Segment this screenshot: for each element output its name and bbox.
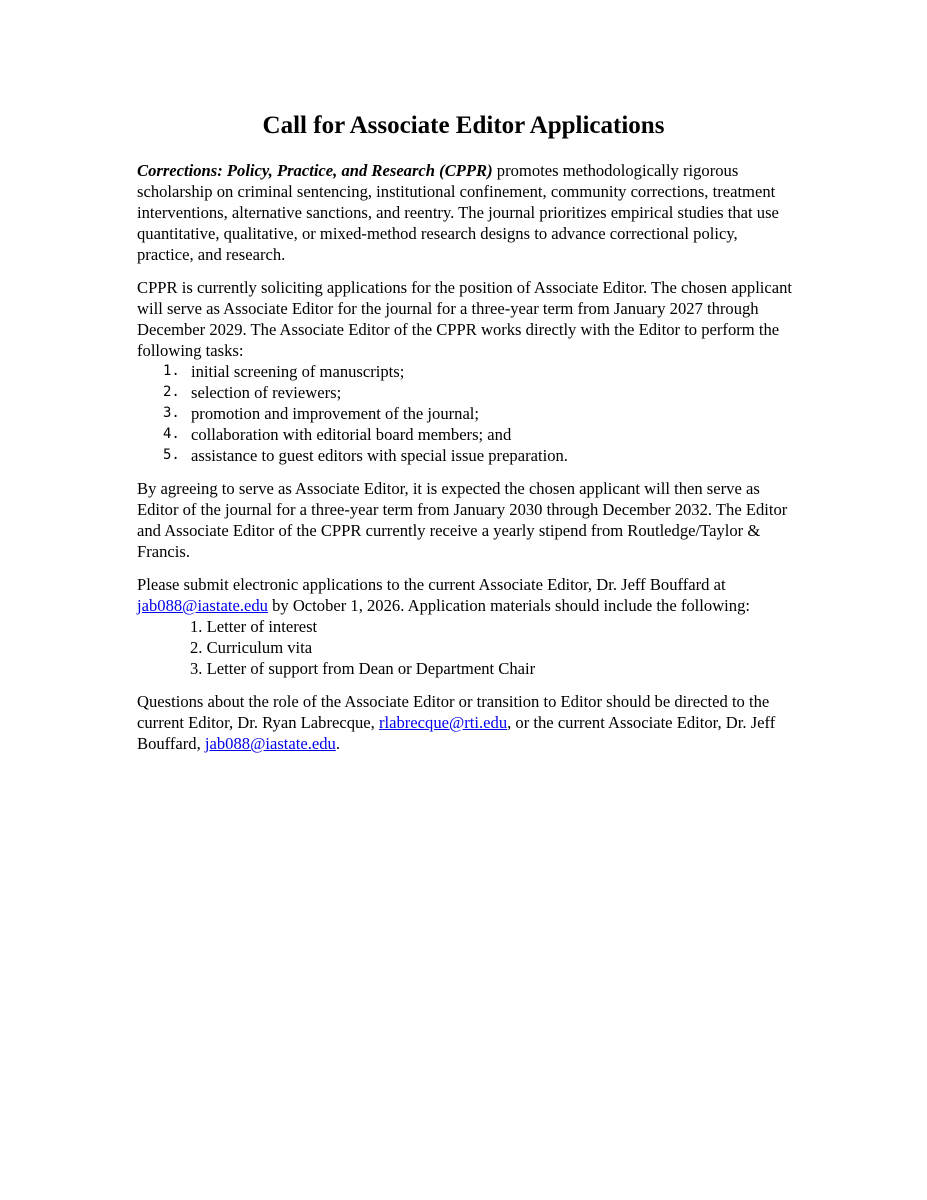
list-number: 4. (163, 426, 180, 442)
list-item (137, 424, 797, 445)
materials-list (137, 616, 797, 679)
submit-text-after: by October 1, 2026. Application materials should include the following: (267, 596, 750, 615)
questions-text-3: . (335, 734, 340, 753)
intro-paragraph (137, 160, 797, 265)
journal-name: Corrections: Policy, Practice, and Research (CPPR) (137, 161, 493, 180)
submit-paragraph (137, 574, 797, 616)
position-paragraph: CPPR is currently soliciting applications for the position of Associate Editor. The chosen applicant will serve as Associate Editor for the journal for a three-year term from January 2027 through December 2029. The Associate Editor of the CPPR works directly with the Editor to perform the following tasks: (137, 278, 793, 360)
intro-text: promotes methodologically rigorous scholarship on criminal sentencing, institutional confinement, community corrections, treatment interventions, alternative sanctions, and reentry. The journal prioritizes empirical studies that use quantitative, qualitative, or mixed-method research designs to advance correctional policy, practice, and research. (137, 161, 779, 264)
tasks-list (137, 361, 797, 466)
associate-editor-email-link-2[interactable]: jab088@iastate.edu (204, 734, 336, 753)
page-title: Call for Associate Editor Applications (262, 112, 665, 139)
list-item (137, 445, 797, 466)
list-number: 1. (163, 363, 180, 379)
list-item-text: selection of reviewers; (191, 383, 342, 402)
list-item: 2. Curriculum vita (190, 638, 313, 657)
list-number: 2. (163, 384, 180, 400)
list-item (137, 382, 797, 403)
questions-paragraph (137, 691, 797, 754)
list-item: 1. Letter of interest (190, 617, 318, 636)
list-number: 5. (163, 447, 180, 463)
questions-text-2: , or the current Associate Editor, Dr. Jeff Bouffard, (137, 713, 776, 753)
document-body (137, 160, 797, 766)
list-item (137, 361, 797, 382)
submit-text-before: Please submit electronic applications to the current Associate Editor, Dr. Jeff Bouffard at (137, 575, 726, 594)
editor-paragraph: By agreeing to serve as Associate Editor, it is expected the chosen applicant will then serve as Editor of the journal for a three-year term from January 2030 through December 2032. The Editor and Associate Editor of the CPPR currently receive a yearly stipend from Routledge/Taylor & Francis. (137, 479, 788, 561)
list-item (137, 403, 797, 424)
list-item-text: collaboration with editorial board members; and (191, 425, 512, 444)
list-item: 3. Letter of support from Dean or Department Chair (190, 659, 536, 678)
list-item-text: assistance to guest editors with special issue preparation. (191, 446, 568, 465)
questions-text-1: Questions about the role of the Associate Editor or transition to Editor should be directed to the current Editor, Dr. Ryan Labrecque, (137, 692, 770, 732)
editor-email-link[interactable]: rlabrecque@rti.edu (378, 713, 508, 732)
list-number: 3. (163, 405, 180, 421)
list-item-text: initial screening of manuscripts; (191, 362, 405, 381)
associate-editor-email-link[interactable]: jab088@iastate.edu (137, 596, 268, 615)
list-item-text: promotion and improvement of the journal; (191, 404, 480, 423)
